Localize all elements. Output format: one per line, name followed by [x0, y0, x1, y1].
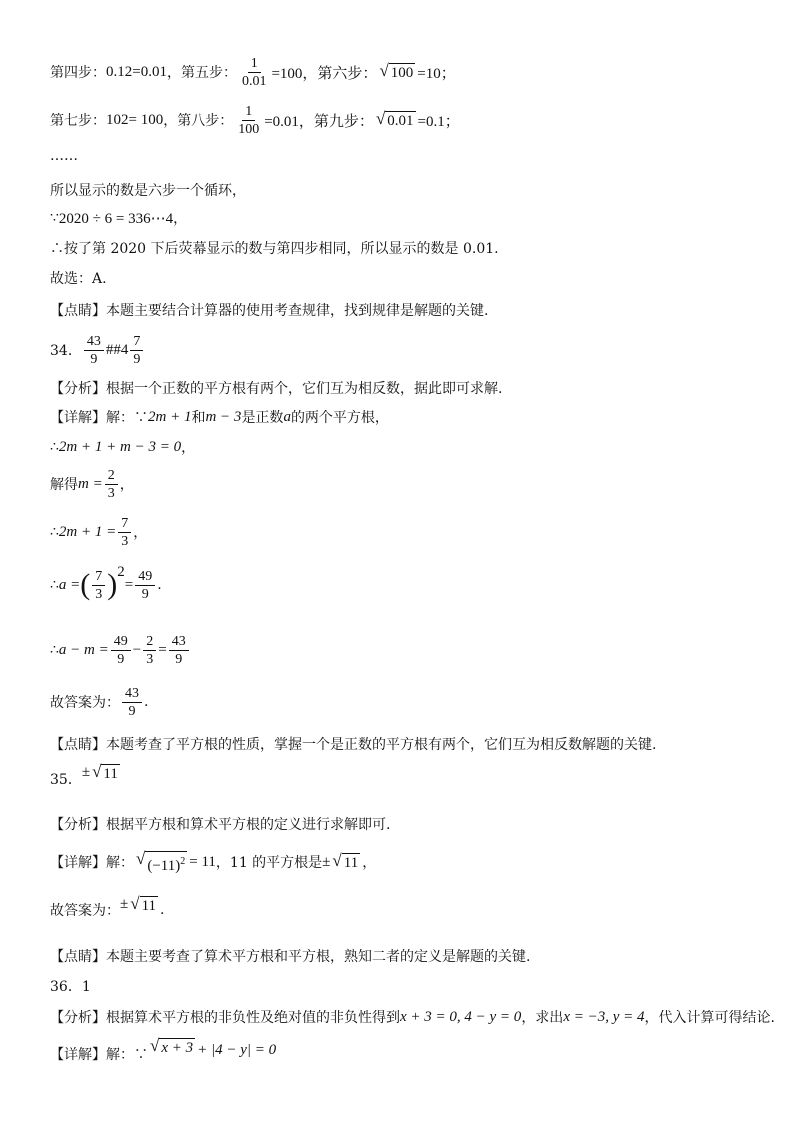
text: 本题主要结合计算器的使用考查规律，找到规律是解题的关键. — [106, 303, 489, 319]
text: 第四步： — [50, 65, 106, 81]
numerator: 1 — [242, 103, 255, 121]
text: . — [144, 694, 149, 710]
math: ± — [81, 764, 91, 780]
sqrt: √ 0.01 — [375, 109, 414, 129]
math: a = — [58, 576, 81, 593]
text: 解： — [106, 855, 134, 871]
section-label: 【分析】 — [50, 381, 106, 397]
line-division — [50, 204, 770, 232]
math: (−11) — [147, 857, 181, 874]
line-ellipsis — [50, 142, 770, 170]
line-a-value — [50, 562, 770, 608]
denominator: 9 — [133, 351, 141, 367]
math: m = — [78, 475, 103, 492]
text: . — [160, 902, 165, 918]
math: 2020 ÷ 6 = 336⋯4 — [58, 210, 174, 227]
numerator: 2 — [143, 633, 156, 651]
text: 是正数 — [241, 410, 284, 426]
math: 0.1 — [106, 63, 125, 80]
math: =0.1； — [417, 113, 460, 130]
left-paren: ( — [80, 568, 91, 601]
question-34-answer — [50, 330, 770, 370]
line-analysis-34 — [50, 374, 770, 402]
numerator: 1 — [248, 55, 261, 73]
math: = 11 — [189, 853, 216, 870]
math: a — [283, 408, 291, 425]
radicand: 11 — [141, 898, 157, 914]
denominator: 3 — [121, 533, 129, 549]
denominator: 3 — [107, 485, 115, 501]
text: . — [157, 577, 162, 593]
math: ± — [120, 896, 129, 912]
line-conclusion — [50, 234, 770, 262]
text: 的两个平方根， — [290, 410, 389, 426]
numerator: 43 — [84, 333, 104, 351]
question-36-answer — [50, 972, 770, 1000]
line-comment-33 — [50, 296, 770, 324]
exponent: 2 — [124, 63, 133, 80]
text: 本题考查了平方根的性质，掌握一个是正数的平方根有两个，它们互为相反数解题的关键. — [106, 737, 657, 753]
exponent: 2 — [180, 855, 186, 867]
line-step-7-9 — [50, 100, 770, 140]
math: = — [124, 576, 134, 593]
question-number: 34． — [50, 343, 82, 359]
text: 根据算术平方根的非负性及绝对值的非负性得到 — [106, 1010, 400, 1026]
section-label: 【点睛】 — [50, 737, 106, 753]
line-detail-35 — [50, 844, 770, 880]
text: ∴ — [50, 524, 59, 540]
text: ∴按了第 2020 下后荧幕显示的数与第四步相同，所以显示的数是 0.01. — [50, 241, 499, 257]
math: 2m + 1 + m − 3 = 0 — [58, 438, 182, 455]
denominator: 3 — [95, 586, 103, 602]
text: ，求出 — [521, 1010, 564, 1026]
math: 2m + 1 = — [58, 523, 117, 540]
denominator: 9 — [90, 351, 98, 367]
line-cycle — [50, 176, 770, 204]
denominator: 9 — [141, 586, 149, 602]
text: ， — [173, 211, 188, 227]
right-paren: ) — [107, 568, 118, 601]
radicand — [145, 851, 187, 876]
math: =10； — [417, 65, 456, 82]
whole-part: 4 — [120, 341, 129, 358]
math: =0.01 — [132, 63, 167, 80]
numerator: 7 — [118, 515, 131, 533]
denominator: 9 — [117, 651, 125, 667]
math: ± — [322, 853, 331, 870]
section-label: 【分析】 — [50, 1010, 106, 1026]
radicand: 11 — [103, 766, 118, 782]
denominator: 9 — [175, 651, 183, 667]
line-a-minus-m — [50, 630, 770, 670]
text: ， — [181, 440, 196, 456]
line-analysis-36 — [50, 1002, 775, 1032]
math: = 100 — [128, 111, 164, 128]
question-number: 36．1 — [50, 979, 91, 995]
sqrt: √ 100 — [379, 61, 414, 81]
question-35-answer — [50, 762, 770, 796]
text: ， — [119, 477, 134, 493]
section-label: 【详解】 — [50, 855, 106, 871]
math: 10 — [106, 111, 121, 128]
text: 第七步： — [50, 113, 106, 129]
text: 根据一个正数的平方根有两个，它们互为相反数，据此即可求解. — [106, 381, 503, 397]
sqrt: √ 11 — [130, 894, 157, 914]
line-answer-35 — [50, 894, 770, 926]
text: 根据平方根和算术平方根的定义进行求解即可. — [106, 817, 391, 833]
text: ∵ — [50, 210, 59, 226]
fraction — [143, 633, 156, 668]
line-answer-a — [50, 264, 770, 292]
numerator: 43 — [169, 633, 189, 651]
exponent: 2 — [121, 111, 129, 128]
section-label: 【详解】 — [50, 410, 106, 426]
section-label: 【详解】 — [50, 1047, 106, 1063]
line-detail-36 — [50, 1036, 770, 1072]
sqrt: √ 11 — [332, 851, 359, 871]
text: 所以显示的数是六步一个循环， — [50, 183, 246, 199]
fraction — [84, 333, 104, 368]
sqrt: √ $(-11)^2$ — [136, 848, 186, 874]
line-equation-sum — [50, 432, 770, 462]
exponent: 2 — [117, 564, 125, 580]
sqrt: √ 11 — [92, 762, 118, 782]
numerator: 49 — [135, 568, 155, 586]
text: ∴ — [50, 642, 59, 658]
fraction — [92, 568, 105, 603]
numerator: 49 — [111, 633, 131, 651]
section-label: 【点睛】 — [50, 949, 106, 965]
numerator: 7 — [130, 333, 143, 351]
math: 2m + 1 — [148, 408, 192, 425]
text: ，代入计算可得结论. — [644, 1010, 775, 1026]
math: a − m = — [58, 641, 109, 658]
radicand: 0.01 — [387, 113, 414, 129]
text: ∴ — [50, 577, 59, 593]
text: ， — [362, 855, 377, 871]
separator: ## — [105, 341, 121, 358]
math: = — [158, 641, 167, 658]
section-label: 【分析】 — [50, 817, 106, 833]
fraction — [111, 633, 131, 668]
text: 故选：A. — [50, 271, 107, 287]
numerator: 2 — [105, 467, 118, 485]
text: …… — [50, 148, 78, 164]
numerator: 43 — [122, 685, 142, 703]
denominator: 3 — [146, 651, 154, 667]
text: 故答案为： — [50, 903, 120, 919]
radicand: 11 — [343, 855, 359, 871]
line-detail-34 — [50, 402, 770, 432]
math: + |4 − y| = 0 — [197, 1042, 277, 1058]
fraction — [130, 333, 143, 368]
text: 和 — [191, 410, 206, 426]
text: 解得 — [50, 477, 78, 493]
line-solve-m — [50, 464, 770, 504]
line-comment-34 — [50, 730, 770, 758]
line-comment-35 — [50, 942, 770, 970]
fraction — [118, 515, 131, 550]
math: =100，第六步： — [271, 65, 378, 82]
fraction — [239, 55, 270, 90]
question-number: 35． — [50, 772, 82, 788]
text: 故答案为： — [50, 695, 120, 711]
section-label: 【点睛】 — [50, 303, 106, 319]
line-answer-34 — [50, 682, 770, 722]
denominator: 100 — [238, 121, 260, 137]
numerator: 7 — [92, 568, 105, 586]
text: ∴ — [50, 439, 59, 455]
fraction — [105, 467, 118, 502]
line-step-4-6 — [50, 52, 770, 92]
radicand: x + 3 — [161, 1040, 194, 1056]
math: x + 3 = 0, 4 − y = 0 — [400, 1008, 522, 1025]
text: ， — [133, 525, 148, 541]
text: 本题主要考查了算术平方根和平方根，熟知二者的定义是解题的关键. — [106, 949, 531, 965]
text: 解：∵ — [106, 410, 148, 426]
fraction — [135, 568, 155, 603]
denominator: 0.01 — [241, 73, 267, 89]
math: − — [132, 641, 142, 658]
sqrt: √ x + 3 — [150, 1036, 194, 1056]
math: x = −3, y = 4 — [563, 1008, 645, 1025]
denominator: 9 — [128, 703, 136, 719]
math: =0.01，第九步： — [264, 113, 374, 130]
math: m − 3 — [205, 408, 242, 425]
fraction — [122, 685, 142, 720]
text: 解：∵ — [106, 1047, 148, 1063]
line-analysis-35 — [50, 810, 770, 838]
text: ，11 的平方根是 — [215, 855, 323, 871]
radicand: 100 — [390, 65, 414, 81]
line-2m-plus-1 — [50, 512, 770, 552]
fraction — [235, 103, 262, 138]
text: ，第八步： — [163, 113, 234, 129]
fraction — [169, 633, 189, 668]
text: ，第五步： — [166, 65, 237, 81]
